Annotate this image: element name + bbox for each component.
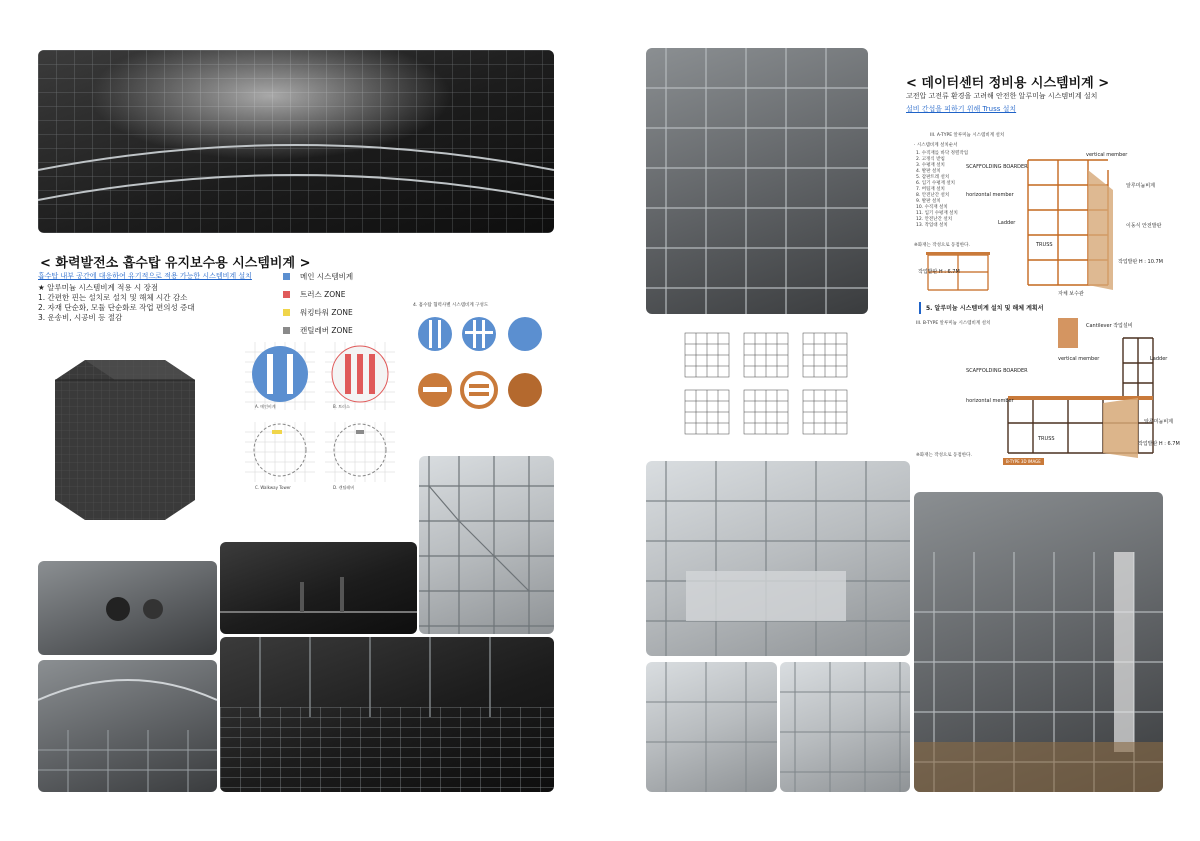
step: 7. 버팀재 설치 [916, 187, 945, 192]
datacenter-ceiling-photo [780, 662, 910, 792]
label-scaffolding-boarder: SCAFFOLDING BOARDER [966, 164, 1028, 170]
vertical-scaffold-photo [419, 456, 554, 634]
left-page-subtitle: 흡수탑 내부 공간에 대응하여 유기적으로 적용 가능한 시스템비계 설치 [38, 272, 252, 280]
plan-caption-cantilever: D. 캔틸레버 [333, 485, 355, 490]
datacenter-tower-photo [646, 48, 868, 314]
scaffold-photo-icon [38, 50, 554, 233]
label-scaffolding-boarder-b: SCAFFOLDING BOARDER [966, 368, 1028, 374]
legend-item-main: 메인 시스템비계 [283, 270, 353, 283]
zone-legend [283, 270, 353, 342]
advantage-item: 3. 운송비, 시공비 등 절감 [38, 313, 123, 322]
b-type-drawing [908, 318, 1168, 468]
step: 4. 발판 설치 [916, 169, 941, 174]
a-type-sub: · 시스템비계 설치순서 [914, 143, 958, 148]
b-type-note: ※화재는 작성으로 동점한다. [916, 453, 972, 458]
label-truss: TRUSS [1036, 242, 1053, 248]
step: 10. 수직재 설치 [916, 205, 948, 210]
label-repair: 자체 보수관 [1058, 291, 1084, 297]
plan-caption-main: A. 메인비계 [255, 404, 276, 409]
step: 5. 갑판트레 설치 [916, 175, 950, 180]
absorber-wall-photo [38, 561, 217, 655]
datacenter-elevation-drawings [680, 328, 852, 440]
step: 6. 입기 수평재 설치 [916, 181, 956, 186]
advantages-heading: ★ 알루미늄 시스템비계 적용 시 장점 [38, 283, 159, 292]
right-page-subtitle: 고전압 고전류 환경을 고려해 안전한 알루미늄 시스템비계 설치 [906, 92, 1098, 100]
step: 8. 안전난간 설치 [916, 193, 950, 198]
label-vertical-member: vertical member [1086, 152, 1128, 158]
section5-heading: 5. 알루미늄 시스템비계 설치 및 해체 계획서 [926, 305, 1044, 312]
label-horizontal-member-b: horizontal member [966, 398, 1014, 404]
right-page-title: < 데이터센터 정비용 시스템비계 > [906, 76, 1110, 91]
pattern-heading: 4. 흡수탑 협력사별 시스템비계 구성도 [413, 303, 489, 308]
label-vertical-member-b: vertical member [1058, 356, 1100, 362]
step: 3. 수평재 설치 [916, 163, 945, 168]
isometric-scaffold-icon [45, 350, 205, 525]
step: 9. 발판 설치 [916, 199, 941, 204]
datacenter-hall-photo [914, 492, 1163, 792]
a-type-note: ※화재는 작성으로 동점한다. [914, 243, 970, 248]
datacenter-corridor-photo [646, 662, 777, 792]
step: 12. 안전난간 설치 [916, 217, 953, 222]
elevation-grid-drawings [680, 328, 852, 440]
datacenter-equipment-photo [646, 461, 910, 656]
absorber-interior-panorama-photo [38, 50, 554, 233]
absorber-workers-photo [220, 542, 417, 634]
step: 11. 입기 수평재 설치 [916, 211, 958, 216]
label-height-b: 작업발판 H : 6.7M [1138, 441, 1180, 447]
step: 13. 작업대 설치 [916, 223, 948, 228]
floor-plan-icon [245, 342, 400, 500]
absorber-dome-photo [38, 660, 217, 792]
label-ladder-b: Ladder [1150, 356, 1168, 362]
label-truss-b: TRUSS [1038, 436, 1055, 442]
section5-accent [919, 302, 921, 314]
plan-caption-truss: B. 트러스 [333, 404, 350, 409]
left-page-title: < 화력발전소 흡수탑 유지보수용 시스템비계 > [40, 256, 311, 271]
label-height-a1: 작업발판 H : 10.7M [1118, 259, 1163, 265]
step: 2. 고정식 받침 [916, 157, 945, 162]
b-type-scaffold-drawing [908, 318, 1180, 468]
pattern-diagram [413, 312, 553, 432]
label-ladder: Ladder [998, 220, 1016, 226]
legend-item-walking-tower: 워킹타워 ZONE [283, 306, 353, 319]
advantage-item: 2. 자재 단순화, 모듈 단순화로 작업 편의성 증대 [38, 303, 195, 312]
label-horizontal-member: horizontal member [966, 192, 1014, 198]
a-type-scaffold-drawing [908, 130, 1168, 300]
label-height-a2: 작업발판 H : 6.7M [918, 269, 960, 275]
scaffold-pattern-thumbnails [413, 302, 553, 432]
label-aluminium-b: 알루미늄비계 [1144, 419, 1173, 425]
right-page-subtitle-link: 설비 간섭을 피하기 위해 Truss 설치 [906, 105, 1017, 113]
label-mobile-platform: 이동식 안전발판 [1126, 223, 1162, 229]
advantage-item: 1. 간편한 핀는 설치로 설치 및 해체 시간 감소 [38, 293, 188, 302]
b-type-title: III. B-TYPE 알루미늄 시스템비계 설치 [916, 321, 991, 326]
legend-item-truss: 트러스 ZONE [283, 288, 353, 301]
absorber-deck-photo [220, 637, 554, 792]
b-type-tag: B-TYPE 3D IMAGE [1003, 458, 1044, 465]
label-cantilever: Cantilever 작업설비 [1086, 323, 1133, 329]
step: 1. 수직재를 바닥 정렬작업 [916, 151, 969, 156]
advantages-list [38, 283, 195, 323]
zone-plan-drawings [245, 342, 400, 500]
plan-caption-walkway: C. Walkway Tower [255, 485, 291, 490]
label-aluminium: 알루미늄비계 [1126, 183, 1155, 189]
a-type-title: III. A-TYPE 알루미늄 시스템비계 설치 [930, 133, 1005, 138]
isometric-scaffold-render [45, 350, 205, 525]
legend-item-cantilever: 캔틸레버 ZONE [283, 324, 353, 337]
